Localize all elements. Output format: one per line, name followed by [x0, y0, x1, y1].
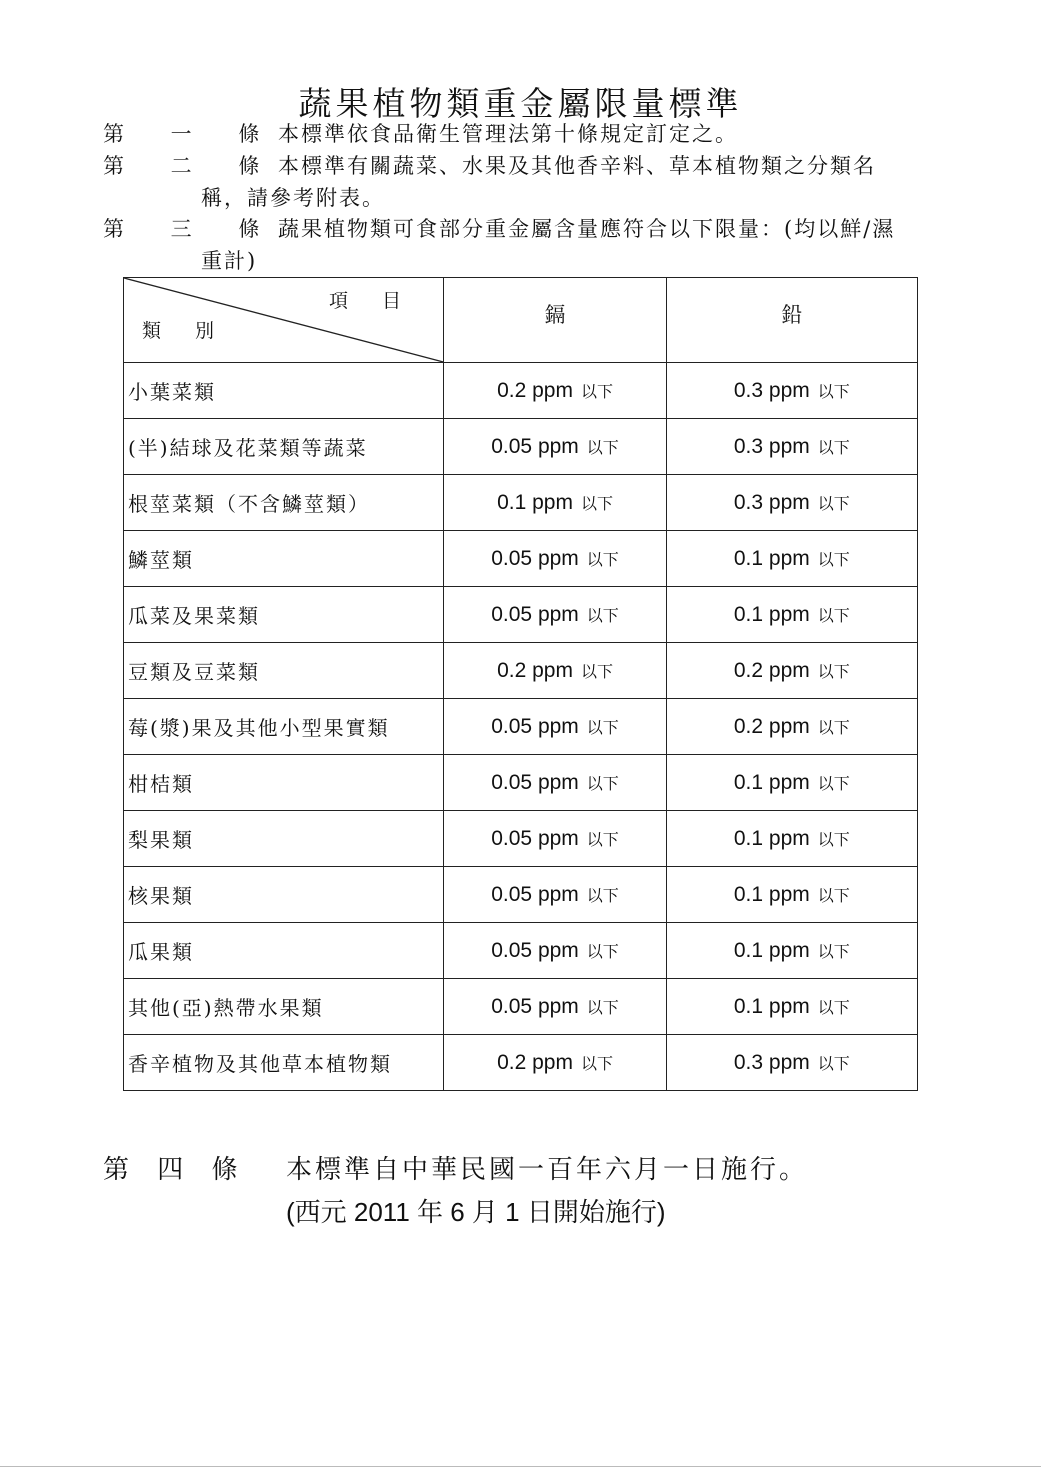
lead-limit-cell [666, 755, 917, 811]
table-row [124, 643, 918, 699]
diagonal-header-cell [124, 278, 444, 363]
cadmium-limit-cell [444, 979, 666, 1035]
lead-value: 0.3 ppm [733, 1050, 810, 1074]
category-cell: 小葉菜類 [124, 363, 444, 419]
cadmium-limit-cell [444, 1035, 666, 1091]
cadmium-limit-cell [444, 587, 666, 643]
article-continuation: 重計) [201, 249, 258, 273]
cadmium-limit-cell [444, 867, 666, 923]
unit-suffix: 以下 [580, 493, 613, 513]
article-text: 本標準自中華民國一百年六月一日施行。 [286, 1155, 809, 1185]
cadmium-value: 0.05 ppm [491, 714, 579, 738]
table-row [124, 587, 918, 643]
unit-suffix: 以下 [817, 549, 850, 569]
lead-limit-cell [666, 363, 917, 419]
lead-value: 0.3 ppm [733, 490, 810, 514]
article-label: 第 四 條 [103, 1155, 248, 1185]
cadmium-value: 0.05 ppm [491, 546, 579, 570]
cadmium-limit-cell [444, 755, 666, 811]
unit-suffix: 以下 [586, 885, 619, 905]
cadmium-value: 0.1 ppm [497, 490, 573, 514]
table-row [124, 699, 918, 755]
table-row [124, 475, 918, 531]
cadmium-value: 0.05 ppm [491, 826, 579, 850]
table-row [124, 979, 918, 1035]
unit-suffix: 以下 [580, 661, 613, 681]
lead-value: 0.1 ppm [733, 602, 810, 626]
cadmium-limit-cell [444, 811, 666, 867]
lead-value: 0.1 ppm [733, 882, 810, 906]
article-text: 蔬果植物類可食部分重金屬含量應符合以下限量：(均以鮮/濕 [278, 217, 896, 241]
header-lead: 鉛 [666, 278, 917, 363]
category-cell: 鱗莖類 [124, 531, 444, 587]
cadmium-value: 0.05 ppm [491, 994, 579, 1018]
article-continuation: (西元 2011 年 6 月 1 日開始施行) [286, 1197, 666, 1227]
cadmium-value: 0.2 ppm [497, 1050, 573, 1074]
lead-value: 0.3 ppm [733, 434, 810, 458]
unit-suffix: 以下 [586, 437, 619, 457]
unit-suffix: 以下 [586, 549, 619, 569]
lead-limit-cell [666, 979, 917, 1035]
unit-suffix: 以下 [817, 997, 850, 1017]
article-text: 本標準依食品衛生管理法第十條規定訂定之。 [278, 122, 738, 146]
scan-edge-line [0, 1466, 1041, 1467]
unit-suffix: 以下 [580, 381, 613, 401]
category-cell: 核果類 [124, 867, 444, 923]
lead-value: 0.1 ppm [733, 994, 810, 1018]
unit-suffix: 以下 [817, 1053, 850, 1073]
category-cell: 根莖菜類（不含鱗莖類） [124, 475, 444, 531]
unit-suffix: 以下 [580, 1053, 613, 1073]
lead-limit-cell [666, 923, 917, 979]
cadmium-value: 0.2 ppm [497, 658, 573, 682]
unit-suffix: 以下 [817, 661, 850, 681]
table-row [124, 867, 918, 923]
lead-value: 0.1 ppm [733, 546, 810, 570]
lead-limit-cell [666, 419, 917, 475]
table-row [124, 1035, 918, 1091]
unit-suffix: 以下 [817, 493, 850, 513]
category-cell: 瓜果類 [124, 923, 444, 979]
unit-suffix: 以下 [817, 773, 850, 793]
lead-limit-cell [666, 643, 917, 699]
table-header-row [124, 278, 918, 363]
category-cell: 香辛植物及其他草本植物類 [124, 1035, 444, 1091]
lead-limit-cell [666, 531, 917, 587]
category-cell: 梨果類 [124, 811, 444, 867]
lead-value: 0.1 ppm [733, 770, 810, 794]
unit-suffix: 以下 [586, 773, 619, 793]
cadmium-value: 0.05 ppm [491, 938, 579, 962]
cadmium-limit-cell [444, 531, 666, 587]
category-cell: 瓜菜及果菜類 [124, 587, 444, 643]
article-continuation: 稱，請參考附表。 [201, 186, 385, 210]
cadmium-value: 0.05 ppm [491, 882, 579, 906]
heavy-metal-limits-table [123, 277, 918, 1091]
article-label: 第 二 條 [103, 154, 280, 178]
table-body [124, 363, 918, 1091]
cadmium-limit-cell [444, 923, 666, 979]
category-cell: 豆類及豆菜類 [124, 643, 444, 699]
unit-suffix: 以下 [817, 717, 850, 737]
table-row [124, 755, 918, 811]
lead-limit-cell [666, 587, 917, 643]
cadmium-value: 0.05 ppm [491, 602, 579, 626]
category-cell: 其他(亞)熱帶水果類 [124, 979, 444, 1035]
category-cell: 莓(漿)果及其他小型果實類 [124, 699, 444, 755]
table-row [124, 419, 918, 475]
lead-value: 0.3 ppm [733, 378, 810, 402]
unit-suffix: 以下 [586, 829, 619, 849]
category-cell: (半)結球及花菜類等蔬菜 [124, 419, 444, 475]
cadmium-limit-cell [444, 699, 666, 755]
document-title: 蔬果植物類重金屬限量標準 [298, 84, 743, 123]
lead-value: 0.2 ppm [733, 714, 810, 738]
article-label: 第 三 條 [103, 217, 280, 241]
unit-suffix: 以下 [586, 941, 619, 961]
lead-value: 0.2 ppm [733, 658, 810, 682]
table-row [124, 363, 918, 419]
lead-limit-cell [666, 699, 917, 755]
cadmium-value: 0.05 ppm [491, 434, 579, 458]
cadmium-limit-cell [444, 643, 666, 699]
unit-suffix: 以下 [817, 885, 850, 905]
table-row [124, 811, 918, 867]
lead-limit-cell [666, 867, 917, 923]
unit-suffix: 以下 [817, 829, 850, 849]
unit-suffix: 以下 [817, 605, 850, 625]
unit-suffix: 以下 [817, 437, 850, 457]
table-row [124, 531, 918, 587]
category-cell: 柑桔類 [124, 755, 444, 811]
header-category-label: 類 別 [142, 320, 229, 342]
unit-suffix: 以下 [586, 605, 619, 625]
lead-limit-cell [666, 1035, 917, 1091]
cadmium-limit-cell [444, 363, 666, 419]
header-item-label: 項 目 [329, 290, 416, 312]
article-text: 本標準有關蔬菜、水果及其他香辛料、草本植物類之分類名 [278, 154, 876, 178]
table-row [124, 923, 918, 979]
header-cadmium: 鎘 [444, 278, 666, 363]
cadmium-limit-cell [444, 419, 666, 475]
cadmium-value: 0.2 ppm [497, 378, 573, 402]
cadmium-value: 0.05 ppm [491, 770, 579, 794]
lead-limit-cell [666, 811, 917, 867]
article-label: 第 一 條 [103, 122, 280, 146]
unit-suffix: 以下 [817, 941, 850, 961]
cadmium-limit-cell [444, 475, 666, 531]
unit-suffix: 以下 [586, 717, 619, 737]
lead-limit-cell [666, 475, 917, 531]
unit-suffix: 以下 [817, 381, 850, 401]
lead-value: 0.1 ppm [733, 826, 810, 850]
unit-suffix: 以下 [586, 997, 619, 1017]
lead-value: 0.1 ppm [733, 938, 810, 962]
